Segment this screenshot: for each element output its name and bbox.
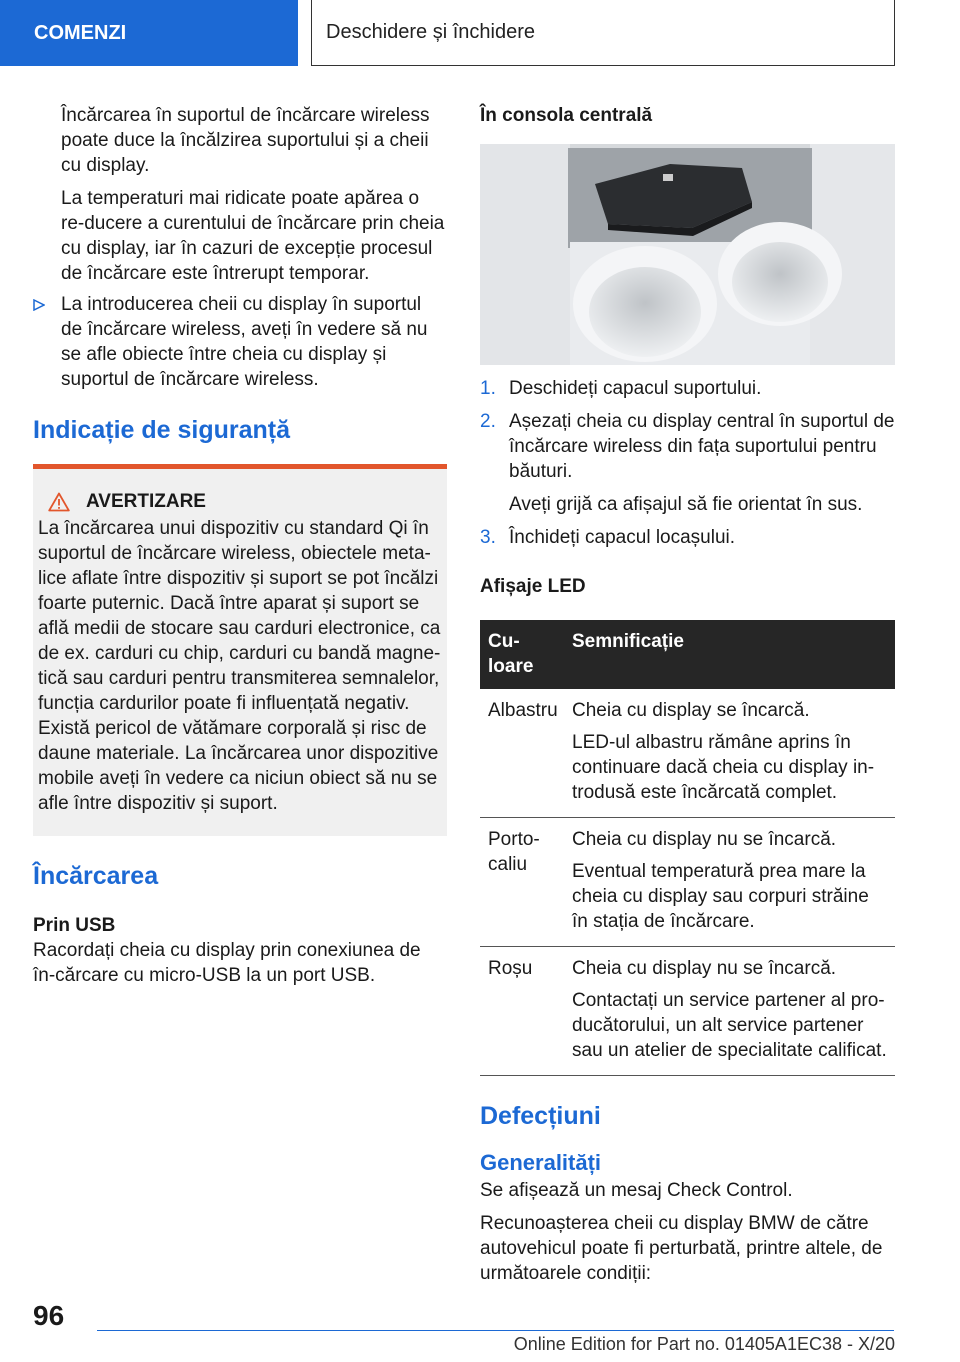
led-table xyxy=(480,620,895,1076)
step-item xyxy=(480,409,895,484)
step-note: Aveți grijă ca afișajul să fie orientat în sus. xyxy=(509,494,863,515)
column-header-meaning: Semnificație xyxy=(564,620,895,689)
footer-divider xyxy=(97,1330,894,1331)
table-row xyxy=(480,689,895,818)
warning-triangle-icon xyxy=(48,492,70,512)
table-cell-color: Roșu xyxy=(480,947,564,1076)
step-item xyxy=(480,525,895,550)
table-cell-color: Albastru xyxy=(480,689,564,818)
meaning-detail: Contactați un service partener al pro‐ducătorului, un alt service partener sau un atelier de specialitate calificat. xyxy=(572,990,887,1061)
led-heading: Afișaje LED xyxy=(480,576,586,597)
general-text-1: Se afișează un mesaj Check Control. xyxy=(480,1180,793,1201)
warning-text: La încărcarea unui dispozitiv cu standard Qi în suportul de încărcare wireless, obiectele meta‐lice aflate între dispozitiv și suport se pot încălzi foarte puternic. Dacă între aparat și suport se află medii de stocare sau carduri electronice, ca de ex. carduri cu chip, carduri cu bandă magne‐tică sau carduri pentru transmiterea semnalelor, funcția cardurilor poate fi influențată negativ. Există pericol de vătămare corporală și risc de daune materiale. La încărcarea unor dispozitive mobile aveți în vedere ca niciun obiect să nu se afle între dispozitiv și suport. xyxy=(38,518,441,814)
meaning-line: Cheia cu display nu se încarcă. xyxy=(572,958,837,979)
warning-header xyxy=(38,489,441,514)
step-text: Închideți capacul locașului. xyxy=(509,527,736,548)
usb-text: Racordați cheia cu display prin conexiunea de în‐cărcare cu micro-USB la un port USB. xyxy=(33,940,421,986)
step-number: 3. xyxy=(480,527,496,548)
faults-heading: Defecțiuni xyxy=(480,1102,601,1130)
bullet-item xyxy=(33,292,447,392)
warning-title: AVERTIZARE xyxy=(86,491,206,512)
page-number: 96 xyxy=(33,1300,65,1331)
table-row xyxy=(480,818,895,947)
table-row xyxy=(480,947,895,1076)
paragraph-temperature: La temperaturi mai ridicate poate apărea o re‐ducere a curentului de încărcare prin cheia cu display, iar în cazuri de excepție procesul de încărcare este întrerupt temporar. xyxy=(61,188,445,284)
step-text: Deschideți capacul suportului. xyxy=(509,378,762,399)
step-text: Așezați cheia cu display central în suportul de încărcare wireless din fața suportului pentru băuturi. xyxy=(509,411,895,482)
safety-heading: Indicație de siguranță xyxy=(33,416,291,444)
warning-box xyxy=(33,464,447,836)
bullet-text: La introducerea cheii cu display în suportul de încărcare wireless, aveți în vedere să nu se afle obiecte între cheia cu display și suportul de încărcare wireless. xyxy=(61,294,428,390)
console-photo xyxy=(480,144,895,365)
table-cell-meaning xyxy=(564,818,895,947)
table-header-row xyxy=(480,620,895,689)
general-heading: Generalități xyxy=(480,1150,602,1175)
charging-heading: Încărcarea xyxy=(33,862,159,890)
step-item xyxy=(480,376,895,401)
meaning-line: Cheia cu display nu se încarcă. xyxy=(572,829,837,850)
table-cell-meaning xyxy=(564,947,895,1076)
meaning-line: Cheia cu display se încarcă. xyxy=(572,700,810,721)
footer-edition: Online Edition for Part no. 01405A1EC38 - X/20 xyxy=(513,1334,895,1354)
console-heading: În consola centrală xyxy=(480,105,653,126)
general-text-2: Recunoașterea cheii cu display BMW de către autovehicul poate fi perturbată, printre altele, de următoarele condiții: xyxy=(480,1213,883,1284)
usb-heading: Prin USB xyxy=(33,915,116,936)
paragraph-heat: Încărcarea în suportul de încărcare wireless poate duce la încălzirea suportului și a cheii cu display. xyxy=(61,105,430,176)
left-column xyxy=(33,103,447,988)
step-number: 1. xyxy=(480,378,496,399)
step-number: 2. xyxy=(480,411,496,432)
section-tab: COMENZI xyxy=(0,0,298,66)
triangle-right-icon xyxy=(33,292,61,392)
meaning-detail: LED-ul albastru rămâne aprins în continuare dacă cheia cu display in‐trodusă este încărcată complet. xyxy=(572,732,875,803)
column-header-color: Cu‐loare xyxy=(480,620,564,689)
table-cell-color: Porto‐caliu xyxy=(480,818,564,947)
chapter-title: Deschidere și închidere xyxy=(311,0,895,66)
right-column xyxy=(480,103,895,1286)
table-cell-meaning xyxy=(564,689,895,818)
meaning-detail: Eventual temperatură prea mare la cheia cu display sau corpuri străine în stația de încărcare. xyxy=(572,861,869,932)
page-header xyxy=(0,0,960,66)
